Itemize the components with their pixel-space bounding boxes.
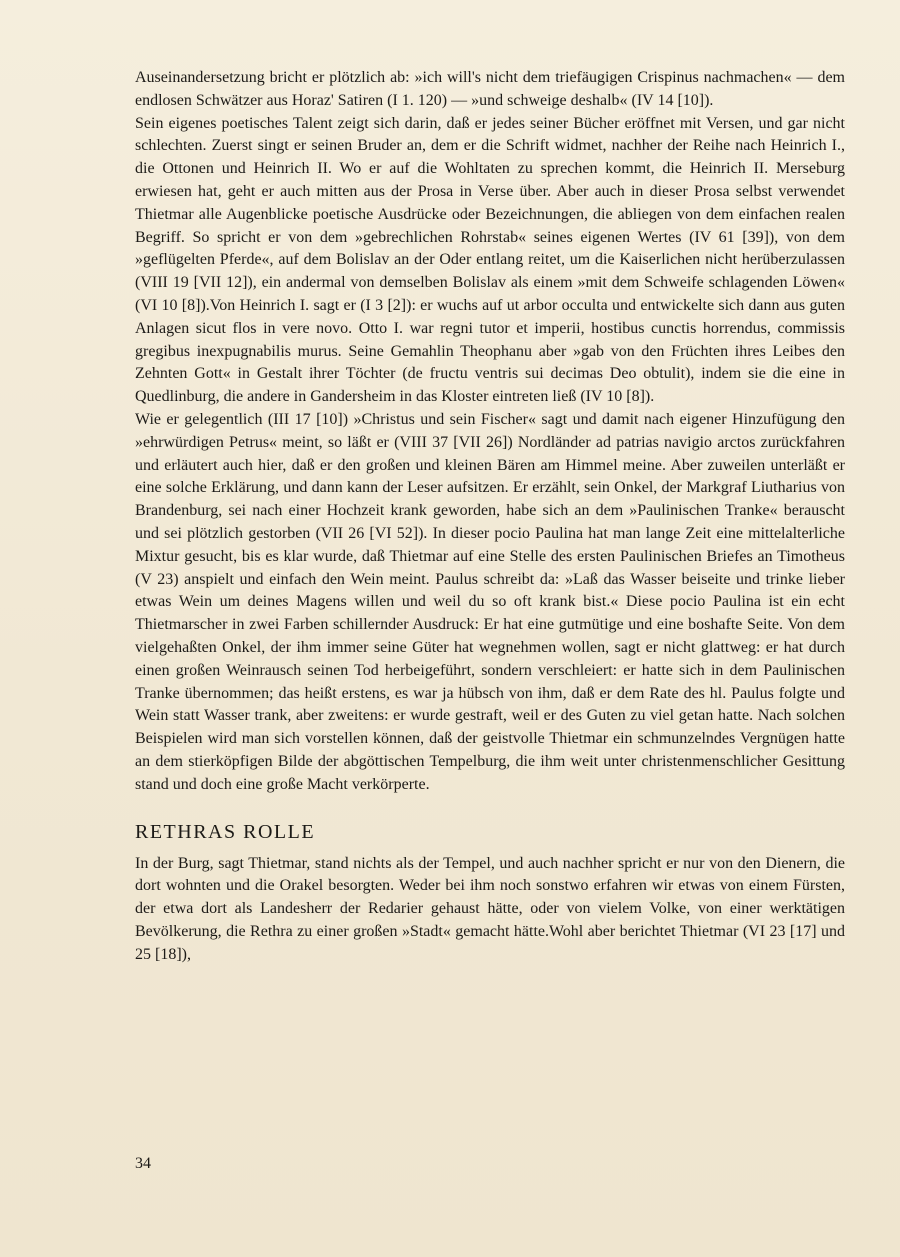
page-number: 34 <box>135 1155 151 1172</box>
section-heading: RETHRAS ROLLE <box>135 820 316 843</box>
paragraph: Wie er gelegentlich (III 17 [10]) »Christus und sein Fischer« sagt und damit nach eigener Hinzufügung den »ehrwürdigen Petrus« meint, so läßt er (VIII 37 [VII 26]) Nordländer ad patrias navigio arctos zurückfahren und erläutert auch hier, daß er den großen und kleinen Bären am Himmel meine. Aber zuweilen unterläßt er eine solche Erklärung, und dann kann der Leser aufsitzen. Er erzählt, sein Onkel, der Markgraf Liutharius von Brandenburg, sei nach einer Hochzeit krank geworden, habe sich an dem »Paulinischen Tranke« berauscht und sei plötzlich gestorben (VII 26 [VI 52]). In dieser pocio Paulina hat man lange Zeit eine mittelalterliche Mixtur gesucht, bis es klar wurde, daß Thietmar auf eine Stelle des ersten Paulinischen Briefes an Timotheus (V 23) anspielt und einfach den Wein meint. Paulus schreibt da: »Laß das Wasser beiseite und trinke lieber etwas Wein um deines Magens willen und weil du so oft krank bist.« Diese pocio Paulina ist ein echt Thietmarscher in zwei Farben schillernder Ausdruck: Er hat eine gutmütige und eine boshafte Seite. Von dem vielgehaßten Onkel, der ihm immer seine Güter hat wegnehmen wollen, sagt er nicht glattweg: er hat durch einen großen Weinrausch seinen Tod herbeigeführt, sondern verschleiert: er hatte sich in dem Paulinischen Tranke übernommen; das heißt erstens, es war ja hübsch von ihm, daß er dem Rate des hl. Paulus folgte und Wein statt Wasser trank, aber zweitens: er wurde gestraft, weil er des Guten zu viel getan hatte. Nach solchen Beispielen wird man sich vorstellen können, daß der geistvolle Thietmar ein schmunzelndes Vergnügen hatte an dem stierköpfigen Bilde der abgöttischen Tempelburg, die ihm weit unter christenmenschlicher Gesittung stand und doch eine große Macht verkörperte. <box>135 410 845 793</box>
paragraph: In der Burg, sagt Thietmar, stand nichts als der Tempel, und auch nachher spricht er nur von den Dienern, die dort wohnten und die Orakel besorgten. Weder bei ihm noch sonstwo erfahren wir etwas von einem Fürsten, der etwa dort als Landesherr der Redarier gehaust hätte, oder von vielem Volke, von einer werktätigen Bevölkerung, die Rethra zu einer großen »Stadt« gemacht hätte.Wohl aber berichtet Thietmar (VI 23 [17] und 25 [18]), <box>135 854 845 963</box>
paragraph: Sein eigenes poetisches Talent zeigt sich darin, daß er jedes seiner Bücher eröffnet mit Versen, und gar nicht schlechten. Zuerst singt er seinen Bruder an, dem er die Schrift widmet, nachher der Reihe nach Heinrich I., die Ottonen und Heinrich II. Wo er auf die Wohltaten zu sprechen kommt, die Heinrich II. Merseburg erwiesen hat, geht er auch mitten aus der Prosa in Verse über. Aber auch in dieser Prosa selbst verwendet Thietmar alle Augenblicke poetische Ausdrücke oder Bezeichnungen, die abliegen von dem einfachen realen Begriff. So spricht er von dem »gebrechlichen Rohrstab« seines eigenen Wertes (IV 61 [39]), von dem »geflügelten Pferde«, auf dem Bolislav an der Oder entlang reitet, um die Kaiserlichen nicht herüberzulassen (VIII 19 [VII 12]), ein andermal von demselben Bolislav als einem »mit dem Schweife schlagenden Löwen« (VI 10 [8]).Von Heinrich I. sagt er (I 3 [2]): er wuchs auf ut arbor occulta und entwickelte sich dann aus guten Anlagen sicut flos in vere novo. Otto I. war regni tutor et imperii, hostibus cunctis horrendus, commissis gregibus inexpugnabilis murus. Seine Gemahlin Theophanu aber »gab von den Früchten ihres Leibes den Zehnten Gott« in Gestalt ihrer Töchter (de fructu ventris sui decimas Deo obtulit), indem sie die eine in Quedlinburg, die andere in Gandersheim in das Kloster eintreten ließ (IV 10 [8]). <box>135 114 845 406</box>
body-text <box>135 67 845 966</box>
paragraph: Auseinandersetzung bricht er plötzlich ab: »ich will's nicht dem triefäugigen Crispinus nachmachen« — dem endlosen Schwätzer aus Horaz' Satiren (I 1. 120) — »und schweige deshalb« (IV 14 [10]). <box>135 69 845 109</box>
